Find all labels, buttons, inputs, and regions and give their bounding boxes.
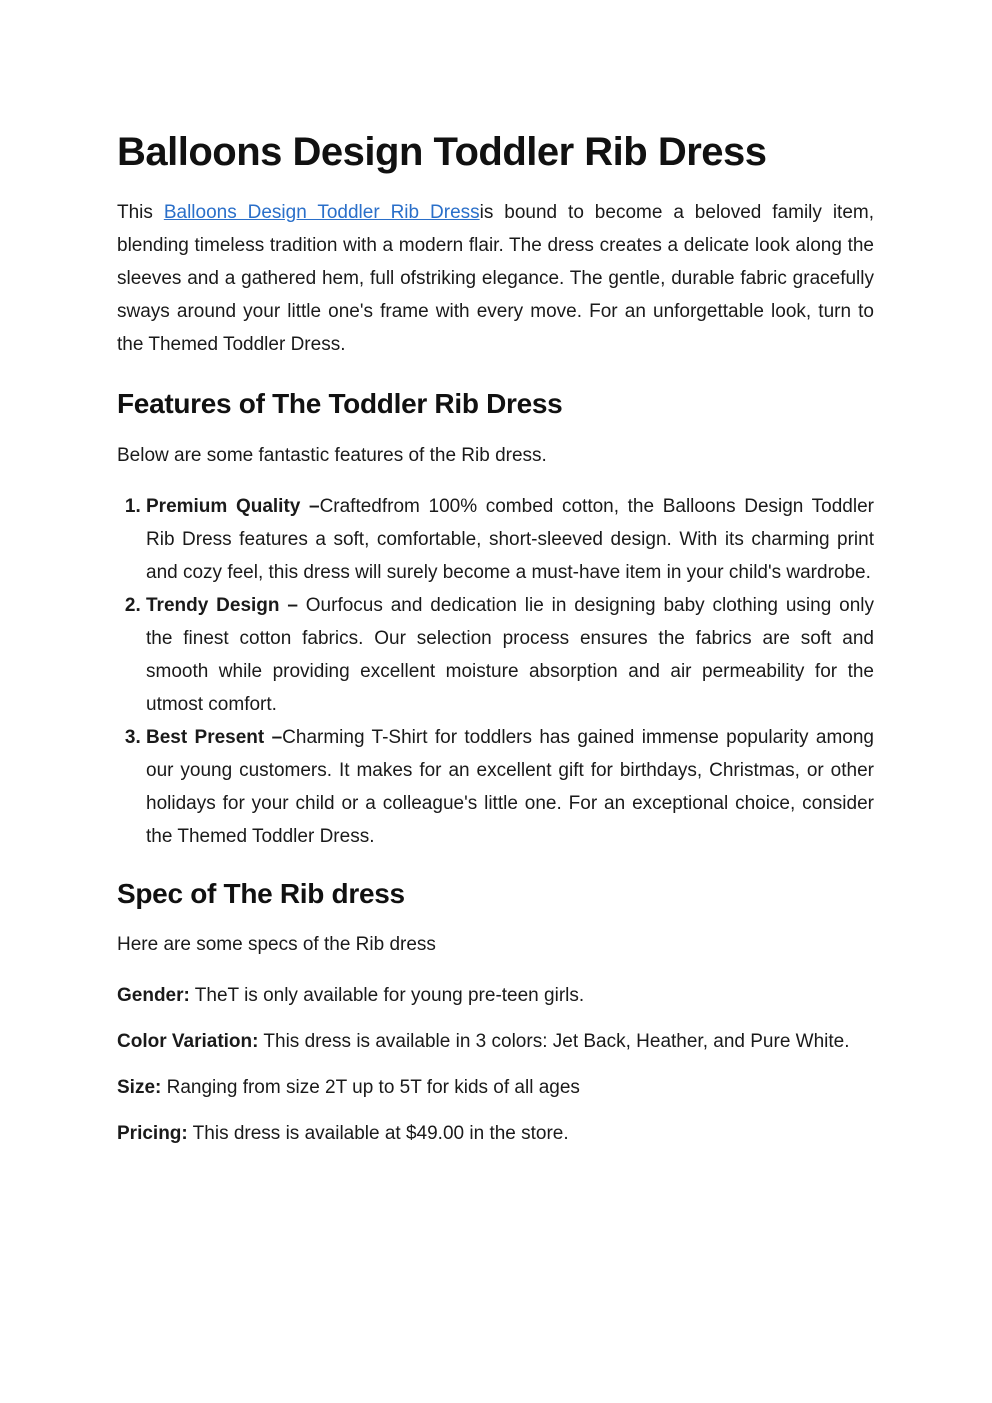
features-lead: Below are some fantastic features of the Rib dress. bbox=[117, 444, 547, 466]
features-heading: Features of The Toddler Rib Dress bbox=[117, 388, 563, 419]
spec-value: This dress is available in 3 colors: Jet Back, Heather, and Pure White. bbox=[258, 1031, 850, 1053]
document-page bbox=[117, 128, 874, 1163]
product-link[interactable]: Balloons Design Toddler Rib Dress bbox=[163, 202, 480, 223]
page-title: Balloons Design Toddler Rib Dress bbox=[117, 130, 767, 174]
spec-label: Color Variation: bbox=[117, 1031, 259, 1053]
feature-text: Craftedfrom 100% combed cotton, the Balloons Design Toddler Rib Dress features a soft, comfortable, short-sleeved design. With its charming print and cozy feel, this dress will surely become a must-have item in your child's wardrobe. bbox=[146, 495, 874, 583]
spec-label: Size: bbox=[117, 1077, 162, 1099]
spec-label: Pricing: bbox=[117, 1123, 188, 1145]
spec-gender bbox=[117, 979, 874, 1012]
spec-label: Gender: bbox=[117, 985, 190, 1007]
spec-lead: Here are some specs of the Rib dress bbox=[117, 934, 436, 956]
spec-value: Ranging from size 2T up to 5T for kids of all ages bbox=[161, 1077, 580, 1099]
feature-item-best-present bbox=[146, 721, 874, 853]
spec-value: TheT is only available for young pre-teen girls. bbox=[189, 985, 585, 1007]
spec-heading: Spec of The Rib dress bbox=[117, 877, 405, 909]
feature-item-trendy-design bbox=[146, 589, 874, 721]
feature-text: Ourfocus and dedication lie in designing baby clothing using only the finest cotton fabrics. Our selection process ensures the fabrics are soft and smooth while providing excellent moisture absorption and air permeability for the utmost comfort. bbox=[146, 594, 874, 715]
feature-label: Best Present – bbox=[146, 726, 283, 748]
feature-item-premium-quality bbox=[146, 490, 874, 589]
spec-pricing bbox=[117, 1117, 874, 1150]
intro-paragraph bbox=[117, 196, 874, 361]
feature-label: Trendy Design – bbox=[146, 594, 298, 616]
feature-text: Charming T-Shirt for toddlers has gained immense popularity among our young customers. It makes for an excellent gift for birthdays, Christmas, or other holidays for your child or a colleague's little one. For an exceptional choice, consider the Themed Toddler Dress. bbox=[146, 726, 874, 847]
spec-color-variation bbox=[117, 1025, 874, 1058]
intro-text: is bound to become a beloved family item, blending timeless tradition with a modern flair. The dress creates a delicate look along the sleeves and a gathered hem, full ofstriking elegance. The gentle, durable fabric gracefully sways around your little one's frame with every move. For an unforgettable look, turn to the Themed Toddler Dress. bbox=[117, 202, 874, 355]
intro-prefix: This bbox=[117, 202, 164, 223]
feature-label: Premium Quality – bbox=[146, 495, 320, 517]
spec-value: This dress is available at $49.00 in the store. bbox=[187, 1123, 569, 1145]
features-list bbox=[117, 490, 874, 853]
spec-size bbox=[117, 1071, 874, 1104]
